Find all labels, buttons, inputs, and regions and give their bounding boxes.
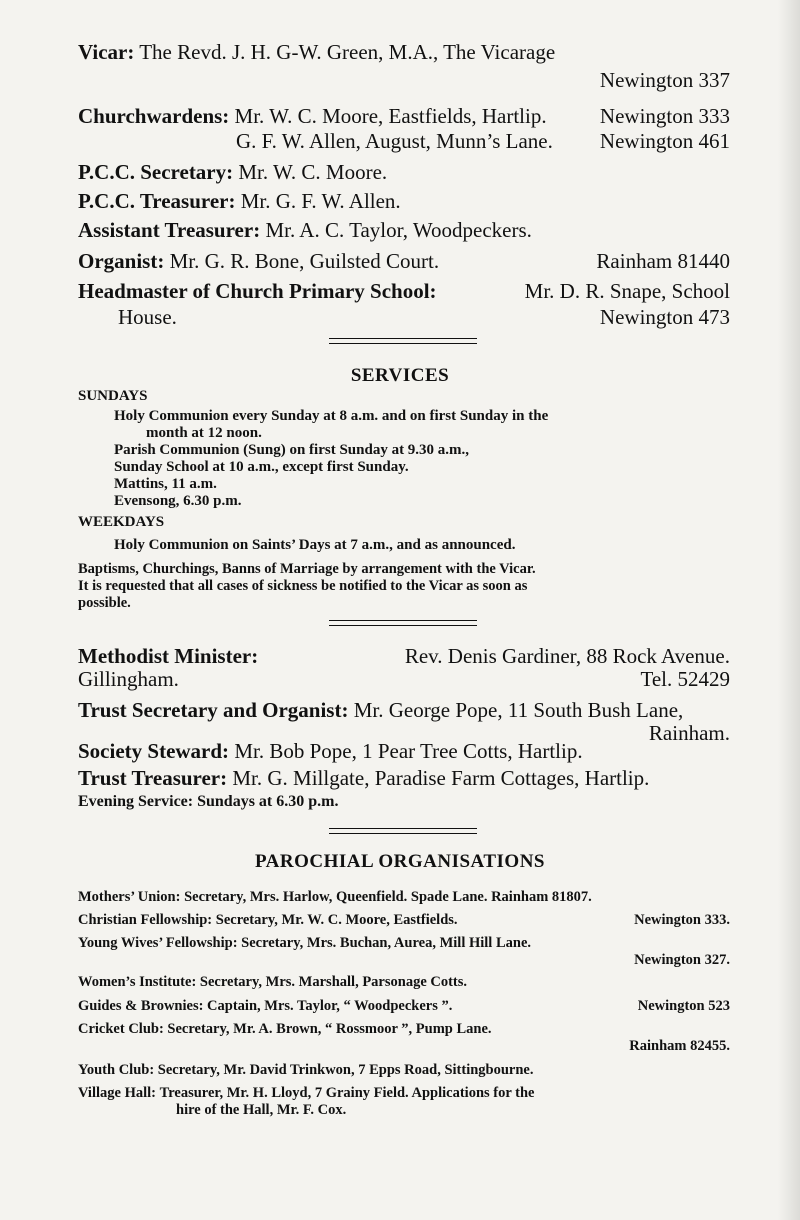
vicar-line xyxy=(78,40,730,65)
youth-club-label: Youth Club: xyxy=(78,1062,155,1078)
cricket-club-label: Cricket Club: xyxy=(78,1021,164,1037)
pcc-treasurer-line xyxy=(78,189,730,214)
churchwarden-2-line xyxy=(236,129,730,154)
trust-treasurer-label: Trust Treasurer: xyxy=(78,766,228,790)
sunday-line-3: Sunday School at 10 a.m., except first Sunday. xyxy=(114,459,409,475)
young-wives-phone: Newington 327. xyxy=(634,952,730,968)
services-note-1: Baptisms, Churchings, Banns of Marriage by arrangement with the Vicar. xyxy=(78,561,536,577)
womens-institute-text: Secretary, Mrs. Marshall, Parsonage Cotts. xyxy=(199,974,468,990)
evening-service-line xyxy=(78,793,730,811)
society-steward-line xyxy=(78,739,730,764)
cricket-club-line xyxy=(78,1021,730,1038)
christian-fellowship-phone: Newington 333. xyxy=(634,912,730,928)
assistant-treasurer-text: Mr. A. C. Taylor, Woodpeckers. xyxy=(265,218,532,242)
headmaster-label: Headmaster of Church Primary School: xyxy=(78,279,437,303)
services-heading: SERVICES xyxy=(350,365,450,386)
cricket-club-text: Secretary, Mr. A. Brown, “ Rossmoor ”, Pump Lane. xyxy=(167,1021,492,1037)
methodist-minister-line xyxy=(78,644,730,669)
young-wives-text: Secretary, Mrs. Buchan, Aurea, Mill Hill Lane. xyxy=(241,935,532,951)
village-hall-text: Treasurer, Mr. H. Lloyd, 7 Grainy Field. Applications for the xyxy=(159,1085,535,1101)
organist-text: Mr. G. R. Bone, Guilsted Court. xyxy=(169,249,440,273)
organist-label: Organist: xyxy=(78,249,165,273)
headmaster-line xyxy=(78,279,730,304)
trust-secretary-label: Trust Secretary and Organist: xyxy=(78,698,349,722)
headmaster-text-2: House. xyxy=(118,305,177,329)
sunday-line-1 xyxy=(114,408,730,425)
young-wives-line xyxy=(78,935,730,952)
trust-treasurer-text: Mr. G. Millgate, Paradise Farm Cottages, Hartlip. xyxy=(232,766,650,790)
womens-institute-label: Women’s Institute: xyxy=(78,974,197,990)
village-hall-label: Village Hall: xyxy=(78,1085,156,1101)
society-steward-label: Society Steward: xyxy=(78,739,230,763)
mothers-union-text: Secretary, Mrs. Harlow, Queenfield. Spade Lane. Rainham 81807. xyxy=(184,889,592,905)
evening-service-label: Evening Service: xyxy=(78,793,194,810)
pcc-treasurer-label: P.C.C. Treasurer: xyxy=(78,189,236,213)
vicar-label: Vicar: xyxy=(78,40,135,64)
headmaster-text: Mr. D. R. Snape, School xyxy=(524,279,730,303)
village-hall-line-2 xyxy=(176,1102,800,1119)
methodist-minister-line-2 xyxy=(78,667,730,692)
sunday-line-4: Mattins, 11 a.m. xyxy=(114,476,217,492)
page-edge-shadow xyxy=(778,0,800,1220)
sundays-label: SUNDAYS xyxy=(78,388,148,404)
sunday-line-1b: month at 12 noon. xyxy=(146,425,262,441)
churchwarden-1: Mr. W. C. Moore, Eastfields, Hartlip. xyxy=(234,104,547,128)
methodist-minister-town: Gillingham. xyxy=(78,667,179,691)
organist-phone: Rainham 81440 xyxy=(596,249,730,273)
pcc-secretary-line xyxy=(78,160,730,185)
trust-treasurer-line xyxy=(78,766,730,791)
pcc-secretary-text: Mr. W. C. Moore. xyxy=(238,160,388,184)
youth-club-text: Secretary, Mr. David Trinkwon, 7 Epps Road, Sittingbourne. xyxy=(157,1062,534,1078)
parochial-heading: PAROCHIAL ORGANISATIONS xyxy=(254,851,546,872)
churchwarden-2: G. F. W. Allen, August, Munn’s Lane. xyxy=(236,129,553,153)
village-hall-text-2: hire of the Hall, Mr. F. Cox. xyxy=(176,1102,347,1118)
guides-brownies-phone: Newington 523 xyxy=(637,998,730,1014)
mothers-union-label: Mothers’ Union: xyxy=(78,889,181,905)
pcc-treasurer-text: Mr. G. F. W. Allen. xyxy=(240,189,401,213)
divider-1 xyxy=(329,338,477,344)
sunday-line-1-text: Holy Communion every Sunday at 8 a.m. and on first Sunday in the xyxy=(114,408,549,424)
services-note-2: It is requested that all cases of sickness be notified to the Vicar as soon as xyxy=(78,578,528,594)
sunday-line-5: Evensong, 6.30 p.m. xyxy=(114,493,242,509)
christian-fellowship-text: Secretary, Mr. W. C. Moore, Eastfields. xyxy=(215,912,458,928)
womens-institute-line xyxy=(78,974,730,991)
churchwarden-1-phone: Newington 333 xyxy=(599,104,730,128)
trust-secretary-line xyxy=(78,698,730,723)
trust-secretary-text: Mr. George Pope, 11 South Bush Lane, xyxy=(353,698,684,722)
churchwardens-line xyxy=(78,104,730,129)
christian-fellowship-line xyxy=(78,912,730,929)
young-wives-label: Young Wives’ Fellowship: xyxy=(78,935,238,951)
headmaster-line-2 xyxy=(118,305,730,330)
evening-service-text: Sundays at 6.30 p.m. xyxy=(197,793,339,810)
trust-secretary-town: Rainham. xyxy=(648,721,730,745)
weekdays-label: WEEKDAYS xyxy=(78,514,165,530)
youth-club-line xyxy=(78,1062,730,1079)
cricket-club-phone: Rainham 82455. xyxy=(629,1038,730,1054)
christian-fellowship-label: Christian Fellowship: xyxy=(78,912,213,928)
guides-brownies-text: Captain, Mrs. Taylor, “ Woodpeckers ”. xyxy=(207,998,453,1014)
headmaster-phone: Newington 473 xyxy=(599,305,730,329)
methodist-minister-label: Methodist Minister: xyxy=(78,644,259,668)
assistant-treasurer-line xyxy=(78,218,730,243)
churchwardens-label: Churchwardens: xyxy=(78,104,230,128)
services-note-3: possible. xyxy=(78,595,131,611)
organist-line xyxy=(78,249,730,274)
vicar-text: The Revd. J. H. G-W. Green, M.A., The Vicarage xyxy=(139,40,556,64)
divider-3 xyxy=(329,828,477,834)
village-hall-line xyxy=(78,1085,730,1102)
sunday-line-2: Parish Communion (Sung) on first Sunday at 9.30 a.m., xyxy=(114,442,470,458)
assistant-treasurer-label: Assistant Treasurer: xyxy=(78,218,261,242)
guides-brownies-line xyxy=(78,998,730,1015)
mothers-union-line xyxy=(78,889,730,906)
weekday-line-1: Holy Communion on Saints’ Days at 7 a.m., and as announced. xyxy=(114,537,516,553)
divider-2 xyxy=(329,620,477,626)
pcc-secretary-label: P.C.C. Secretary: xyxy=(78,160,234,184)
vicar-phone: Newington 337 xyxy=(599,68,730,92)
society-steward-text: Mr. Bob Pope, 1 Pear Tree Cotts, Hartlip. xyxy=(234,739,583,763)
methodist-minister-text: Rev. Denis Gardiner, 88 Rock Avenue. xyxy=(404,644,730,668)
guides-brownies-label: Guides & Brownies: xyxy=(78,998,204,1014)
churchwarden-2-phone: Newington 461 xyxy=(599,129,730,153)
methodist-minister-phone: Tel. 52429 xyxy=(640,667,730,691)
